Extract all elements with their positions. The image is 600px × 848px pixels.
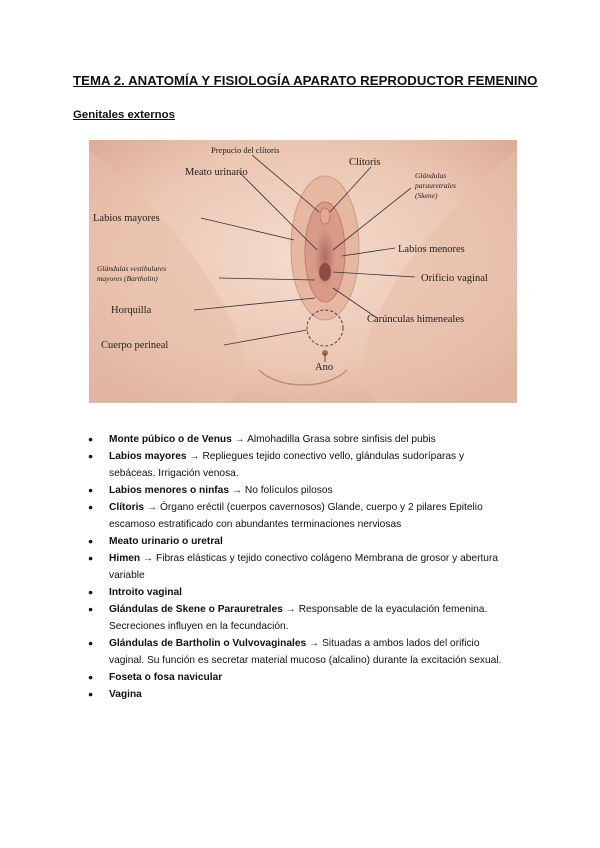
section-title: Genitales externos bbox=[73, 109, 175, 121]
item-arrow: → bbox=[306, 638, 323, 649]
label-vestibulares-1: Glándulas vestibulares bbox=[97, 264, 167, 273]
list-item bbox=[88, 533, 508, 550]
list-item bbox=[88, 431, 508, 448]
list-item bbox=[88, 448, 508, 482]
label-orificio: Orificio vaginal bbox=[421, 273, 488, 284]
label-vestibulares-2: mayores (Bartholin) bbox=[97, 274, 158, 283]
item-arrow: → bbox=[186, 451, 203, 462]
label-labios-mayores: Labios mayores bbox=[93, 213, 160, 224]
item-desc: Órgano eréctil (cuerpos cavernosos) Glande, cuerpo y 2 pilares Epitelio escamoso estratificado con abundantes terminaciones nerviosas bbox=[109, 502, 483, 530]
label-ano: Ano bbox=[315, 362, 334, 373]
item-term: Monte púbico o de Venus bbox=[109, 434, 232, 445]
label-parauretrales-1: Glándulas bbox=[415, 171, 447, 180]
list-item bbox=[88, 499, 508, 533]
item-term: Introito vaginal bbox=[109, 587, 183, 598]
list-item bbox=[88, 601, 508, 635]
list-item bbox=[88, 584, 508, 601]
item-arrow: → bbox=[144, 502, 160, 513]
item-term: Meato urinario o uretral bbox=[109, 536, 223, 547]
label-clitoris: Clítoris bbox=[349, 157, 381, 168]
list-item bbox=[88, 550, 508, 584]
item-term: Glándulas de Bartholin o Vulvovaginales bbox=[109, 638, 307, 649]
item-arrow: → bbox=[231, 434, 248, 445]
label-prepucio: Prepucio del clítoris bbox=[211, 145, 280, 155]
anatomy-list bbox=[88, 431, 508, 703]
item-term: Labios menores o ninfas bbox=[109, 485, 230, 496]
item-term: Glándulas de Skene o Parauretrales bbox=[109, 604, 283, 615]
label-labios-menores: Labios menores bbox=[398, 244, 465, 255]
vaginal-orifice-shape bbox=[319, 263, 331, 281]
list-item bbox=[88, 635, 508, 669]
item-desc: No folículos pilosos bbox=[244, 485, 333, 496]
item-arrow: → bbox=[282, 604, 299, 615]
list-item bbox=[88, 686, 508, 703]
item-term: Vagina bbox=[109, 689, 142, 700]
label-parauretrales-3: (Skene) bbox=[415, 191, 438, 200]
item-term: Foseta o fosa navicular bbox=[109, 672, 223, 683]
list-item bbox=[88, 482, 508, 499]
label-carunculas: Carúnculas himeneales bbox=[367, 314, 465, 325]
anatomy-figure bbox=[89, 140, 517, 403]
item-arrow: → bbox=[140, 553, 156, 564]
label-cuerpo-perineal: Cuerpo perineal bbox=[101, 340, 169, 351]
item-term: Labios mayores bbox=[109, 451, 187, 462]
label-parauretrales-2: parauretrales bbox=[415, 181, 456, 190]
item-desc: Situadas a ambos lados del orificio vaginal. Su función es secretar material mucoso (alcalino) durante la excitación sexual. bbox=[109, 638, 502, 666]
anatomy-illustration bbox=[89, 140, 517, 403]
item-desc: Repliegues tejido conectivo vello, glándulas sudoríparas y sebáceas. Irrigación venosa. bbox=[109, 451, 465, 479]
clitoris-shape bbox=[320, 208, 330, 224]
item-desc: Fibras elásticas y tejido conectivo colágeno Membrana de grosor y abertura variable bbox=[109, 553, 499, 581]
list-item bbox=[88, 669, 508, 686]
item-term: Clítoris bbox=[109, 502, 145, 513]
label-meato: Meato urinario bbox=[185, 167, 248, 178]
item-arrow: → bbox=[229, 485, 245, 496]
item-desc: Responsable de la eyaculación femenina. Secreciones influyen en la fecundación. bbox=[109, 604, 488, 632]
item-term: Himen bbox=[109, 553, 141, 564]
item-desc: Almohadilla Grasa sobre sinfisis del pubis bbox=[247, 434, 436, 445]
label-horquilla: Horquilla bbox=[111, 305, 152, 316]
page-title: TEMA 2. ANATOMÍA Y FISIOLOGÍA APARATO REPRODUCTOR FEMENINO bbox=[73, 73, 538, 88]
